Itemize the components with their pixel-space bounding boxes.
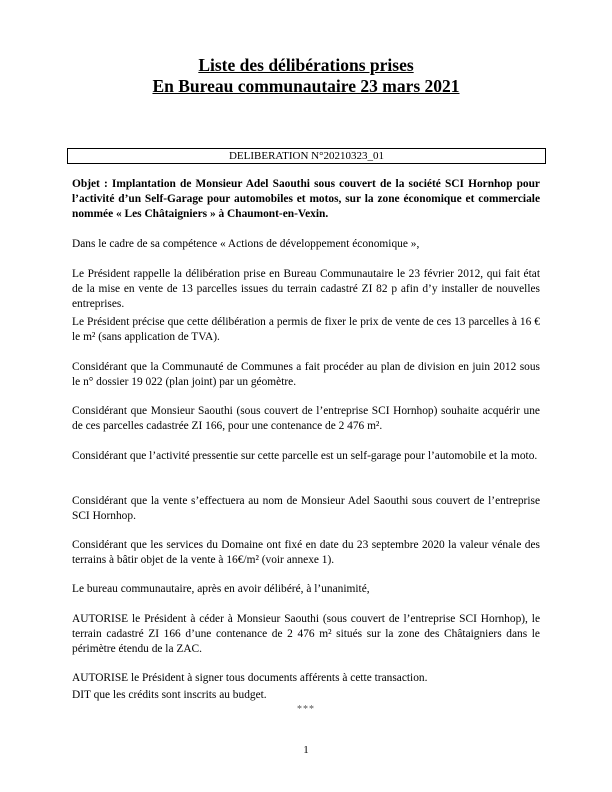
paragraph-plan-division [72, 360, 540, 390]
title-line-2: En Bureau communautaire 23 mars 2021 [152, 76, 460, 96]
paragraph-autorise-signer [72, 671, 540, 686]
paragraph: Considérant que l’activité pressentie sur cette parcelle est un self-garage pour l’automobile et la moto. [72, 450, 538, 462]
paragraph: Considérant que les services du Domaine ont fixé en date du 23 septembre 2020 la valeur vénale des terrains à bâtir objet de la vente à 16€/m² (voir annexe 1). [72, 539, 540, 567]
paragraph-activite [72, 449, 540, 464]
page-title [0, 55, 612, 97]
paragraph: AUTORISE le Président à céder à Monsieur Saouthi (sous couvert de l’entreprise SCI Hornhop), le terrain cadastré ZI 166 d’une contenance de 2 476 m² situés sur la zone des Châtaigniers dans le périmètre étendu de la ZAC. [72, 613, 540, 656]
paragraph-rappel [72, 267, 540, 313]
paragraph-competence [72, 237, 540, 252]
paragraph: Le Président précise que cette délibération a permis de fixer le prix de vente de ces 13 parcelles à 16 € le m² (sans application de TVA). [72, 316, 540, 344]
paragraph-acquisition [72, 404, 540, 434]
paragraph: Considérant que la Communauté de Communes a fait procéder au plan de division en juin 2012 sous le n° dossier 19 022 (plan joint) par un géomètre. [72, 361, 540, 389]
section-separator: *** [297, 704, 315, 715]
paragraph: DIT que les crédits sont inscrits au budget. [72, 689, 267, 701]
page-number: 1 [303, 744, 309, 756]
paragraph-vente [72, 494, 540, 524]
paragraph: Le bureau communautaire, après en avoir délibéré, à l’unanimité, [72, 583, 370, 595]
paragraph-autorise-ceder [72, 612, 540, 658]
paragraph: Considérant que Monsieur Saouthi (sous couvert de l’entreprise SCI Hornhop) souhaite acquérir une de ces parcelles cadastrée ZI 166, pour une contenance de 2 476 m². [72, 405, 540, 433]
paragraph-prix [72, 315, 540, 345]
paragraph: Le Président rappelle la délibération prise en Bureau Communautaire le 23 février 2012, qui fait état de la mise en vente de 13 parcelles issues du terrain cadastré ZI 82 p afin d’y installer de nouvelles entreprises. [72, 268, 540, 311]
paragraph-credits [72, 688, 540, 703]
objet-paragraph: Objet : Implantation de Monsieur Adel Saouthi sous couvert de la société SCI Hornhop pour l’activité d’un Self-Garage pour automobiles et motos, sur la zone économique et commerciale nommée « Les Châtaigniers » à Chaumont-en-Vexin. [72, 178, 540, 221]
deliberation-number-box: DELIBERATION N°20210323_01 [67, 148, 546, 164]
title-line-1: Liste des délibérations prises [198, 55, 414, 75]
paragraph-unanimite [72, 582, 540, 597]
paragraph: Dans le cadre de sa compétence « Actions de développement économique », [72, 238, 420, 250]
paragraph-domaine [72, 538, 540, 568]
paragraph: AUTORISE le Président à signer tous documents afférents à cette transaction. [72, 672, 428, 684]
paragraph: Considérant que la vente s’effectuera au nom de Monsieur Adel Saouthi sous couvert de l’entreprise SCI Hornhop. [72, 495, 540, 523]
